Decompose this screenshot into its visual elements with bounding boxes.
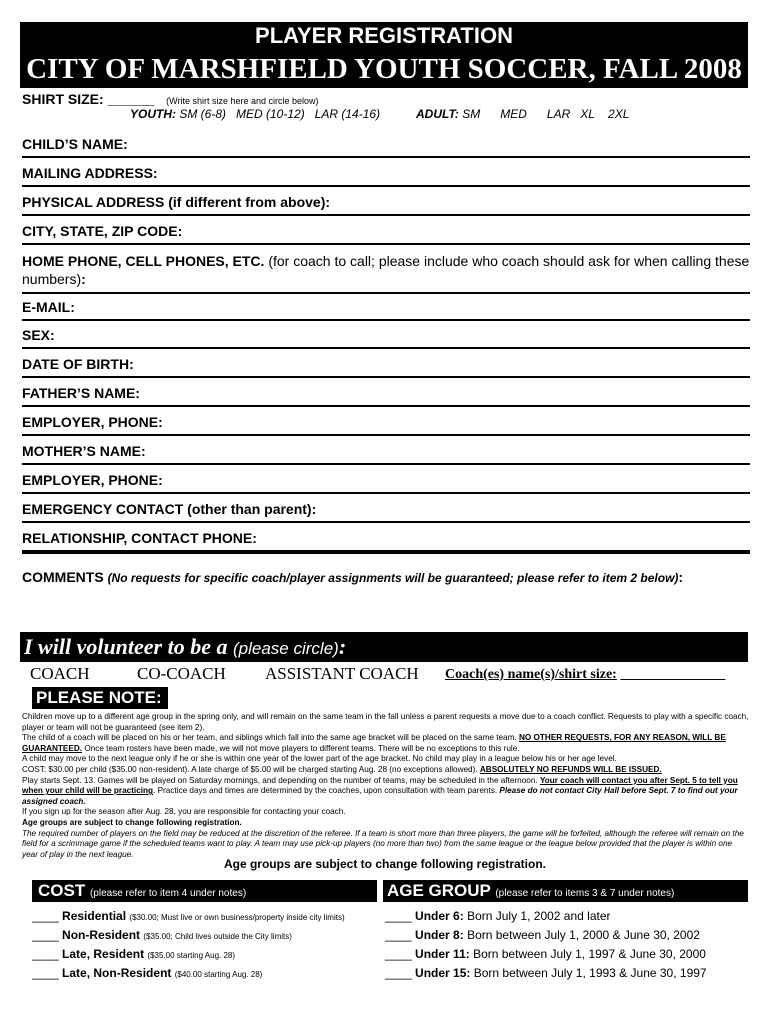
shirt-size-blank[interactable]: ______ xyxy=(107,91,155,107)
phones-field[interactable]: HOME PHONE, CELL PHONES, ETC. (for coach to call; please include who coach should ask for when calling these numbers): xyxy=(22,252,750,294)
volunteer-heading: I will volunteer to be a (please circle): xyxy=(20,632,748,662)
divider xyxy=(22,552,750,554)
role-coach[interactable]: COACH xyxy=(30,664,90,683)
cost-non-resident[interactable]: ____ Non-Resident ($35.00; Child lives outside the City limits) xyxy=(32,928,292,942)
notes-block xyxy=(22,712,750,860)
cost-heading: COST (please refer to item 4 under notes) xyxy=(32,880,377,902)
date-of-birth-field[interactable]: DATE OF BIRTH: xyxy=(22,356,750,378)
age-under-11[interactable]: ____ Under 11: Born between July 1, 1997 & June 30, 2000 xyxy=(385,947,706,961)
adult-label: ADULT: xyxy=(416,107,459,121)
mother-employer-phone-field[interactable]: EMPLOYER, PHONE: xyxy=(22,472,750,494)
physical-address-field[interactable]: PHYSICAL ADDRESS (if different from above): xyxy=(22,194,750,216)
shirt-size-note: (Write shirt size here and circle below) xyxy=(166,96,319,106)
adult-sizes-row xyxy=(416,107,629,121)
coach-names-field[interactable]: Coach(es) name(s)/shirt size: _______________ xyxy=(445,667,726,682)
role-co-coach[interactable]: CO-COACH xyxy=(137,664,226,683)
fathers-name-field[interactable]: FATHER’S NAME: xyxy=(22,385,750,407)
youth-sizes-row xyxy=(130,107,380,121)
shirt-size-label: SHIRT SIZE: xyxy=(22,91,104,107)
note-4: COST: $30.00 per child ($35.00 non-resident). A late charge of $5.00 will be charged starting Aug. 28 (no exceptions allowed). ABSOLUTELY NO REFUNDS WILL BE ISSUED. xyxy=(22,764,662,774)
comments-field[interactable]: COMMENTS (No requests for specific coach/player assignments will be guaranteed; please refer to item 2 below): xyxy=(22,569,684,585)
sex-field[interactable]: SEX: xyxy=(22,327,750,349)
age-under-15[interactable]: ____ Under 15: Born between July 1, 1993 & June 30, 1997 xyxy=(385,966,707,980)
cost-late-non-resident[interactable]: ____ Late, Non-Resident ($40.00 starting Aug. 28) xyxy=(32,966,263,980)
note-2: The child of a coach will be placed on his or her team, and siblings which fall into the same age bracket will be placed on the same team. NO OTHER REQUESTS, FOR ANY REASON, WILL BE GUARANTEED. Once team rosters have been made, we will not move players to different teams. There will be no exceptions to this rule. xyxy=(22,733,726,753)
cost-residential[interactable]: ____ Residential ($30.00; Must live or own business/property inside city limits) xyxy=(32,909,345,923)
note-7: Age groups are subject to change following registration. xyxy=(22,817,242,827)
mothers-name-field[interactable]: MOTHER’S NAME: xyxy=(22,443,750,465)
age-under-6[interactable]: ____ Under 6: Born July 1, 2002 and later xyxy=(385,909,611,923)
league-title: CITY OF MARSHFIELD YOUTH SOCCER, FALL 2008 xyxy=(20,50,748,88)
father-employer-phone-field[interactable]: EMPLOYER, PHONE: xyxy=(22,414,750,436)
age-under-8[interactable]: ____ Under 8: Born between July 1, 2000 & June 30, 2002 xyxy=(385,928,700,942)
childs-name-field[interactable]: CHILD’S NAME: xyxy=(22,136,750,158)
please-note-heading: PLEASE NOTE: xyxy=(32,687,168,709)
emergency-contact-field[interactable]: EMERGENCY CONTACT (other than parent): xyxy=(22,501,750,523)
note-6: If you sign up for the season after Aug. 28, you are responsible for contacting your coach. xyxy=(22,807,346,817)
city-state-zip-field[interactable]: CITY, STATE, ZIP CODE: xyxy=(22,223,750,245)
mailing-address-field[interactable]: MAILING ADDRESS: xyxy=(22,165,750,187)
note-8: The required number of players on the field may be reduced at the discretion of the referee. If a team is short more than three players, the game will be forfeited, although the referee will remain on the field for a scrimmage game if the scheduled teams want to play. A team may use pick-up players (no more than two) from the same league or the league below provided that the player is within one year of play in the next league. xyxy=(22,828,744,859)
relationship-phone-field[interactable]: RELATIONSHIP, CONTACT PHONE: xyxy=(22,530,750,552)
youth-label: YOUTH: xyxy=(130,107,176,121)
note-1: Children move up to a different age group in the spring only, and will remain on the same team in the fall unless a parent requests a move due to a coach conflict. Requests to play with a specific coach, player or team will not be guaranteed (see item 2). xyxy=(22,712,749,732)
role-assistant-coach[interactable]: ASSISTANT COACH xyxy=(265,664,419,683)
age-groups-subject-note: Age groups are subject to change following registration. xyxy=(223,857,547,871)
note-3: A child may move to the next league only if he or she is within one year of the lower part of the age bracket. No child may play in a league below his or her age level. xyxy=(22,754,617,764)
cost-late-resident[interactable]: ____ Late, Resident ($35.00 starting Aug. 28) xyxy=(32,947,236,961)
note-5: Play starts Sept. 13. Games will be played on Saturday mornings, and depending on the number of teams, may be scheduled in the afternoon. Your coach will contact you after Sept. 5 to tell you when your child will be practicing. Practice days and times are determined by the coaches, upon consultation with team parents. Please do not contact City Hall before Sept. 7 to find out your assigned coach. xyxy=(22,775,738,806)
age-group-heading: AGE GROUP (please refer to items 3 & 7 under notes) xyxy=(383,880,748,902)
form-title: PLAYER REGISTRATION xyxy=(20,22,748,52)
email-field[interactable]: E-MAIL: xyxy=(22,299,750,321)
adult-sizes[interactable]: SM MED LAR XL 2XL xyxy=(462,107,630,121)
shirt-size-row xyxy=(22,91,319,107)
youth-sizes[interactable]: SM (6-8) MED (10-12) LAR (14-16) xyxy=(179,107,381,121)
